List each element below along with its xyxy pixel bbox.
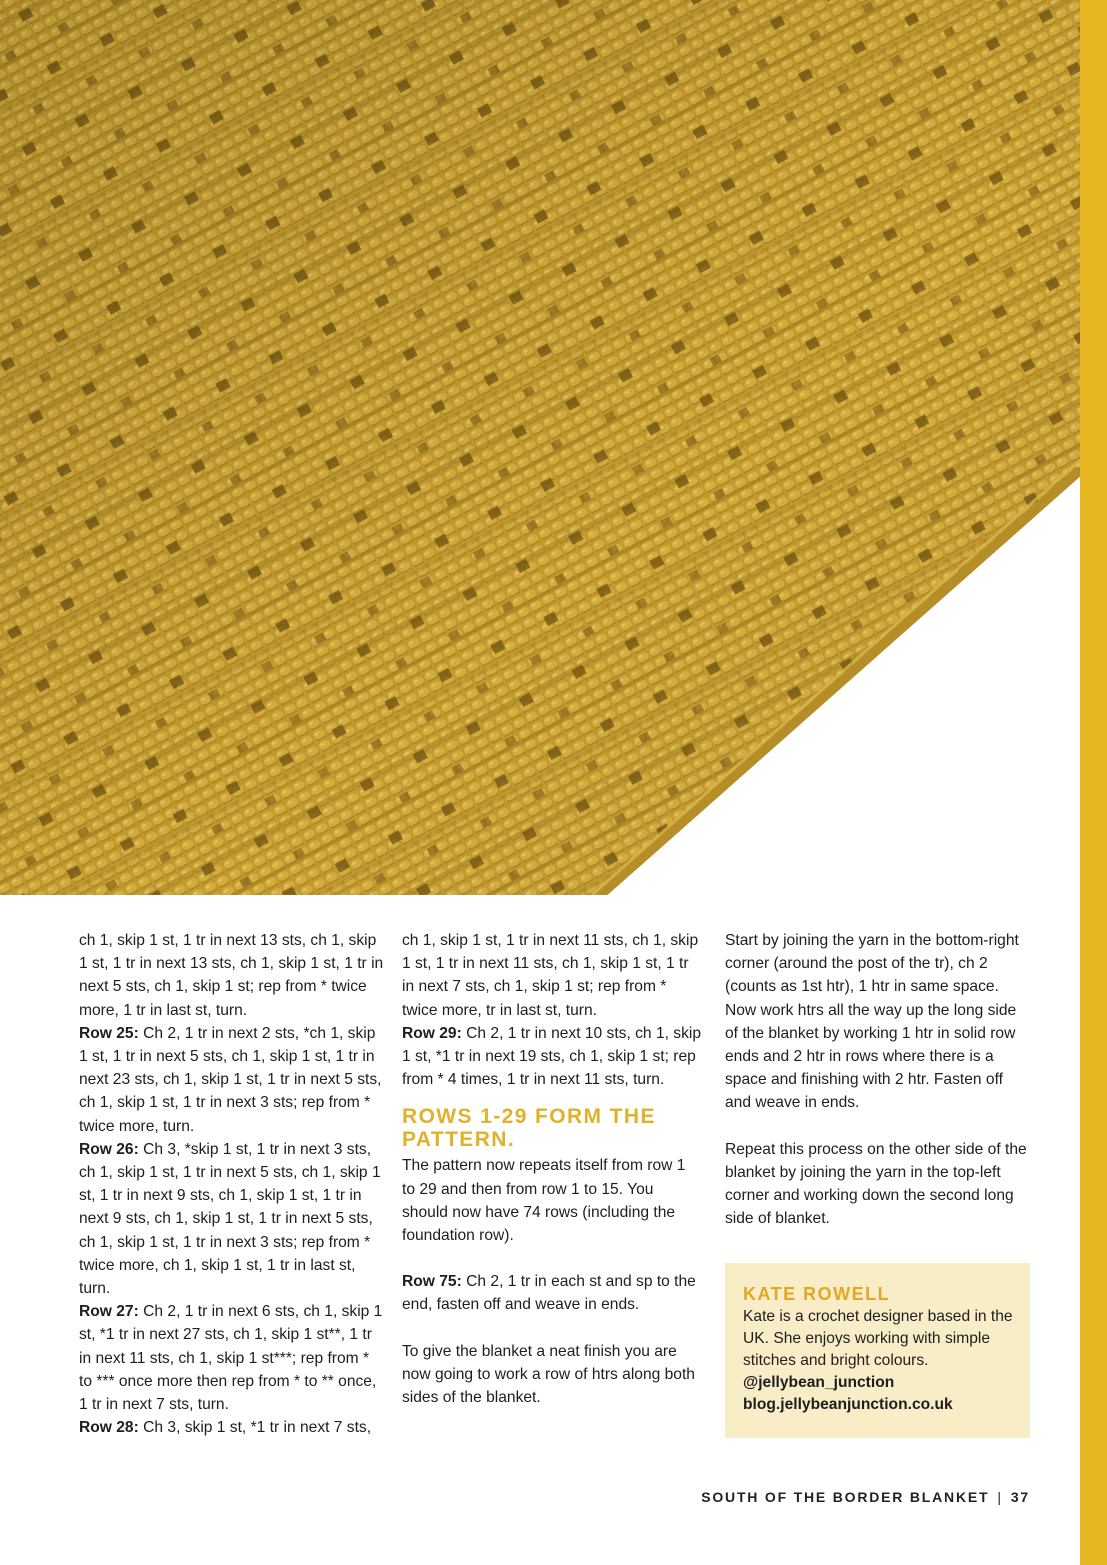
edging-paragraph: Start by joining the yarn in the bottom-right corner (around the post of the tr), ch 2 (counts as 1st htr), 1 htr in same space. Now work htrs all the way up the long side of the blanket by working 1 htr in solid row ends and 2 htr in rows where there is a space and finishing with 2 htr. Fasten off and weave in ends.: [725, 932, 1019, 1112]
finish-paragraph: To give the blanket a neat finish you are now going to work a row of htrs along both sides of the blanket.: [402, 1342, 695, 1407]
text-column-1: [79, 929, 384, 1439]
designer-name: KATE ROWELL: [743, 1284, 891, 1305]
accent-side-bar: [1080, 0, 1107, 1565]
row-label: Row 26:: [79, 1140, 139, 1158]
row-label: Row 25:: [79, 1024, 139, 1042]
designer-bio-text: Kate is a crochet designer based in the UK. She enjoys working with simple stitches and bright colours.: [743, 1308, 1013, 1370]
footer-separator: |: [997, 1489, 1003, 1505]
page-footer: [701, 1489, 1030, 1505]
instagram-handle[interactable]: @jellybean_junction: [743, 1374, 895, 1392]
row-label: Row 75:: [402, 1273, 462, 1291]
repeat-paragraph: The pattern now repeats itself from row 1 to 29 and then from row 1 to 15. You should now have 74 rows (including the foundation row).: [402, 1157, 686, 1245]
text-column-3: [725, 929, 1030, 1438]
row-label: Row 28:: [79, 1419, 139, 1437]
row-label: Row 29:: [402, 1024, 462, 1042]
row-label: Row 27:: [79, 1303, 139, 1321]
text-column-2: [402, 929, 702, 1409]
designer-bio-box: [725, 1263, 1030, 1438]
footer-title: SOUTH OF THE BORDER BLANKET: [701, 1489, 990, 1505]
row-27-instructions: Row 27: Ch 2, 1 tr in next 6 sts, ch 1, skip 1 st, *1 tr in next 27 sts, ch 1, skip 1 st**, 1 tr in next 11 sts, ch 1, skip 1 st***; rep from * to *** once more then rep from * to ** once, 1 tr in next 7 sts, turn.: [79, 1303, 383, 1414]
blog-link[interactable]: blog.jellybeanjunction.co.uk: [743, 1396, 953, 1414]
row-28-continued: ch 1, skip 1 st, 1 tr in next 11 sts, ch 1, skip 1 st, 1 tr in next 11 sts, ch 1, skip 1 st, 1 tr in next 7 sts, ch 1, skip 1 st; rep from * twice more, tr in last st, turn.: [402, 932, 699, 1019]
row-28-instructions: Row 28: Ch 3, skip 1 st, *1 tr in next 7 sts,: [79, 1419, 372, 1437]
row-25-instructions: Row 25: Ch 2, 1 tr in next 2 sts, *ch 1, skip 1 st, 1 tr in next 5 sts, ch 1, skip 1 st, 1 tr in next 23 sts, ch 1, skip 1 st, 1 tr in next 5 sts, ch 1, skip 1 st, 1 tr in next 3 sts; rep from * twice more, turn.: [79, 1024, 382, 1135]
repeat-side-paragraph: Repeat this process on the other side of the blanket by joining the yarn in the top-left corner and working down the second long side of blanket.: [725, 1140, 1027, 1228]
row-26-instructions: Row 26: Ch 3, *skip 1 st, 1 tr in next 3 sts, ch 1, skip 1 st, 1 tr in next 5 sts, ch 1, skip 1 st, 1 tr in next 9 sts, ch 1, skip 1 st, 1 tr in next 9 sts, ch 1, skip 1 st, 1 tr in next 5 sts, ch 1, skip 1 st, 1 tr in next 3 sts; rep from * twice more, ch 1, skip 1 st, 1 tr in last st, turn.: [79, 1140, 381, 1298]
pattern-paragraph: ch 1, skip 1 st, 1 tr in next 13 sts, ch 1, skip 1 st, 1 tr in next 13 sts, ch 1, skip 1 st, 1 tr in next 5 sts, ch 1, skip 1 st; rep from * twice more, 1 tr in last st, turn.: [79, 932, 384, 1019]
page-number: 37: [1010, 1489, 1030, 1505]
row-29-instructions: Row 29: Ch 2, 1 tr in next 10 sts, ch 1, skip 1 st, *1 tr in next 19 sts, ch 1, skip 1 st; rep from * 4 times, 1 tr in next 11 sts, turn.: [402, 1024, 702, 1089]
row-75-instructions: Row 75: Ch 2, 1 tr in each st and sp to the end, fasten off and weave in ends.: [402, 1273, 696, 1314]
section-heading: ROWS 1-29 FORM THE PATTERN.: [402, 1105, 656, 1152]
